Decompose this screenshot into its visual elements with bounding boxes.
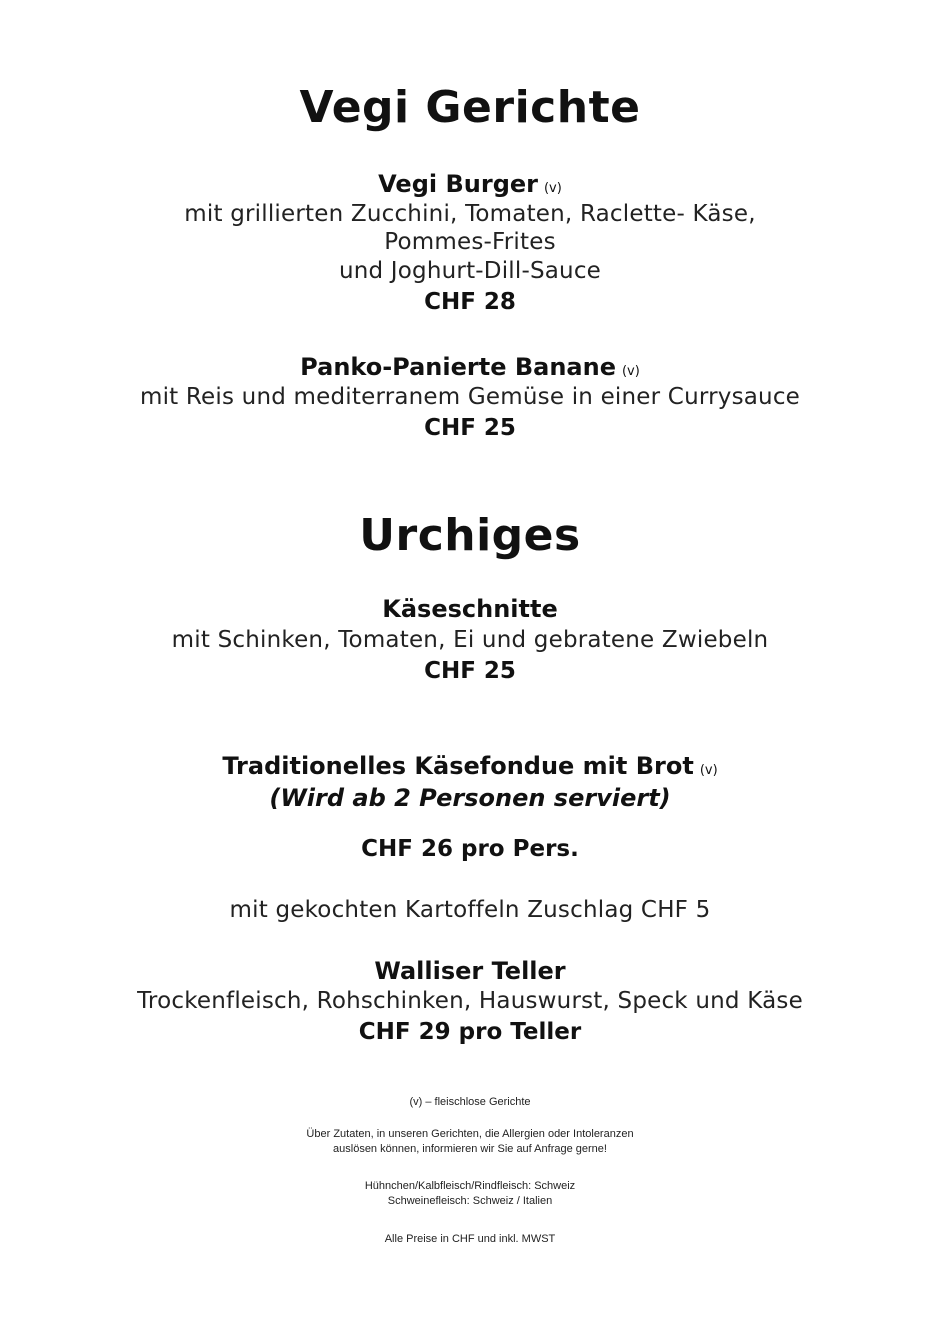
dish-price: CHF 28 bbox=[424, 289, 516, 315]
footer-legend: (v) – fleischlose Gerichte bbox=[409, 1096, 531, 1108]
dish-desc-line: mit Reis und mediterranem Gemüse in einer Currysauce bbox=[139, 384, 801, 410]
vegetarian-tag: (v) bbox=[621, 364, 640, 379]
dish-name-text: Panko-Panierte Banane bbox=[300, 353, 616, 381]
dish-price: CHF 25 bbox=[424, 415, 516, 441]
section-title-vegi: Vegi Gerichte bbox=[299, 82, 641, 133]
footer-allergy-line: Über Zutaten, in unseren Gerichten, die Allergien oder Intoleranzen bbox=[306, 1128, 634, 1140]
dish-name-kaesefondue bbox=[0, 752, 940, 780]
dish-note: (Wird ab 2 Personen serviert) bbox=[269, 784, 671, 812]
vegetarian-tag: (v) bbox=[543, 181, 562, 196]
dish-desc-line: Trockenfleisch, Rohschinken, Hauswurst, Speck und Käse bbox=[137, 988, 803, 1014]
dish-price: CHF 26 pro Pers. bbox=[361, 836, 579, 862]
section-title-urchiges: Urchiges bbox=[359, 510, 581, 561]
footer-origin-line: Hühnchen/Kalbfleisch/Rindfleisch: Schweiz bbox=[364, 1180, 576, 1192]
dish-desc-line: mit Schinken, Tomaten, Ei und gebratene Zwiebeln bbox=[171, 627, 769, 653]
dish-desc-line: mit grillierten Zucchini, Tomaten, Raclette- Käse, bbox=[184, 201, 756, 227]
dish-extra: mit gekochten Kartoffeln Zuschlag CHF 5 bbox=[229, 897, 711, 923]
dish-name-text: Traditionelles Käsefondue mit Brot bbox=[222, 752, 694, 780]
footer-origin-line: Schweinefleisch: Schweiz / Italien bbox=[387, 1195, 553, 1207]
dish-name-text: Vegi Burger bbox=[378, 170, 538, 198]
dish-price: CHF 29 pro Teller bbox=[358, 1019, 582, 1045]
dish-name-vegi-burger bbox=[0, 170, 940, 198]
dish-desc-line: und Joghurt-Dill-Sauce bbox=[338, 258, 602, 284]
vegetarian-tag: (v) bbox=[699, 763, 718, 778]
footer-allergy-line: auslösen können, informieren wir Sie auf Anfrage gerne! bbox=[333, 1143, 607, 1155]
dish-desc-line: Pommes-Frites bbox=[384, 229, 556, 255]
dish-name-panko-banane bbox=[0, 353, 940, 381]
dish-price: CHF 25 bbox=[424, 658, 516, 684]
dish-name-walliser-teller: Walliser Teller bbox=[374, 957, 566, 985]
footer-prices-note: Alle Preise in CHF und inkl. MWST bbox=[384, 1233, 556, 1245]
dish-name-kaeseschnitte: Käseschnitte bbox=[382, 595, 558, 623]
